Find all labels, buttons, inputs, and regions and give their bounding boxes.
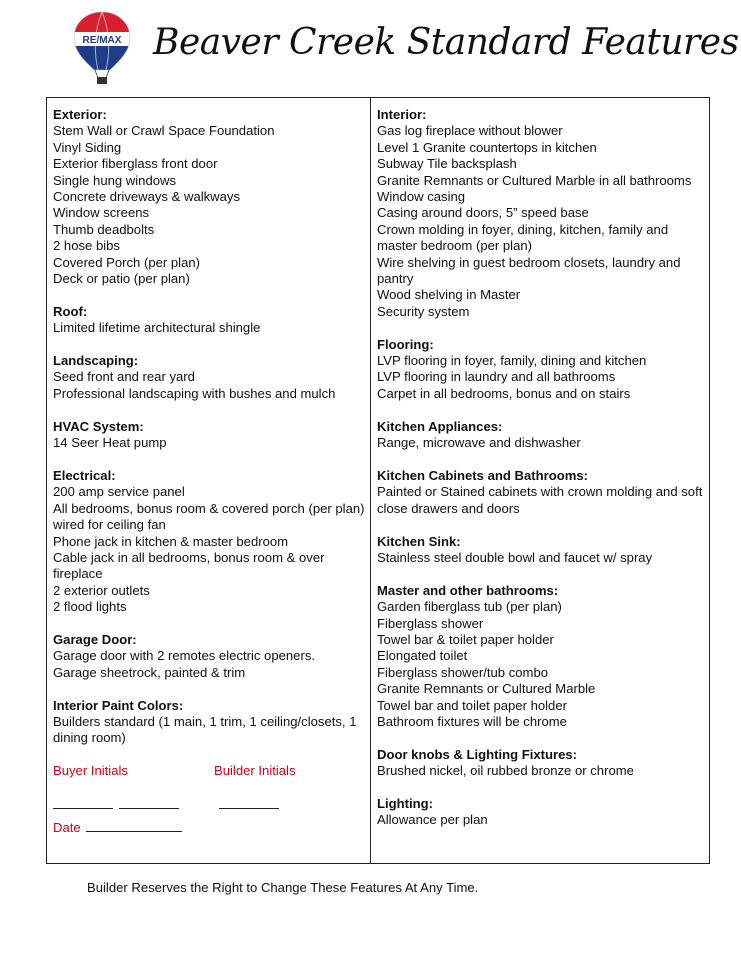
- section-heading: Exterior:: [53, 107, 107, 122]
- feature-line: Stem Wall or Crawl Space Foundation: [53, 123, 275, 139]
- feature-line: Garage sheetrock, painted & trim: [53, 664, 246, 680]
- initials-lines: [53, 796, 365, 812]
- feature-line: Crown molding in foyer, dining, kitchen, family and master bedroom (per plan): [377, 221, 669, 254]
- feature-line: 2 flood lights: [53, 599, 127, 615]
- section-heading: Kitchen Cabinets and Bathrooms:: [377, 467, 588, 483]
- feature-line: Concrete driveways & walkways: [53, 189, 241, 205]
- section-interior-paint-colors: [53, 698, 365, 747]
- section-landscaping: [53, 353, 365, 402]
- feature-line: Painted or Stained cabinets with crown molding and soft close drawers and doors: [377, 484, 703, 516]
- left-column: [53, 107, 365, 837]
- logo-brand-text: RE/MAX: [82, 35, 122, 46]
- section-heading: Interior Paint Colors:: [53, 697, 184, 713]
- feature-line: Brushed nickel, oil rubbed bronze or chrome: [377, 763, 634, 779]
- feature-line: Allowance per plan: [377, 812, 488, 828]
- feature-line: Cable jack in all bedrooms, bonus room & over fireplace: [53, 549, 325, 582]
- section-hvac-system: [53, 419, 365, 452]
- feature-line: 2 exterior outlets: [53, 582, 150, 598]
- section-kitchen-sink: [377, 534, 703, 567]
- feature-line: Granite Remnants or Cultured Marble: [377, 681, 596, 697]
- feature-line: Seed front and rear yard: [53, 369, 195, 385]
- feature-line: Wire shelving in guest bedroom closets, laundry and pantry: [377, 254, 681, 287]
- initials-labels: [53, 763, 365, 779]
- section-heading: Lighting:: [377, 795, 433, 811]
- feature-line: Phone jack in kitchen & master bedroom: [53, 533, 289, 549]
- section-exterior: [53, 107, 365, 287]
- section-master-and-other-bathrooms: [377, 583, 703, 731]
- feature-line: Builders standard (1 main, 1 trim, 1 ceiling/closets, 1 dining room): [53, 713, 357, 746]
- feature-line: Exterior fiberglass front door: [53, 156, 218, 172]
- feature-line: 14 Seer Heat pump: [53, 435, 167, 451]
- feature-line: LVP flooring in foyer, family, dining and kitchen: [377, 353, 647, 369]
- section-heading: Roof:: [53, 303, 88, 319]
- section-kitchen-appliances: [377, 419, 703, 452]
- feature-line: Window casing: [377, 189, 466, 205]
- feature-line: Fiberglass shower/tub combo: [377, 664, 549, 680]
- feature-line: Carpet in all bedrooms, bonus and on stairs: [377, 385, 631, 401]
- feature-line: Garage door with 2 remotes electric openers.: [53, 648, 316, 664]
- section-heading: HVAC System:: [53, 418, 144, 434]
- section-heading: Interior:: [377, 107, 427, 122]
- section-heading: Door knobs & Lighting Fixtures:: [377, 746, 578, 762]
- section-heading: Flooring:: [377, 336, 434, 352]
- section-kitchen-cabinets-and-bathrooms: [377, 468, 703, 517]
- feature-line: Towel bar and toilet paper holder: [377, 697, 567, 713]
- buyer-initial-line-2[interactable]: [119, 808, 179, 809]
- feature-line: Single hung windows: [53, 172, 177, 188]
- feature-line: LVP flooring in laundry and all bathrooms: [377, 369, 616, 385]
- feature-line: Fiberglass shower: [377, 615, 484, 631]
- feature-line: Thumb deadbolts: [53, 221, 155, 237]
- remax-balloon-logo: [72, 10, 132, 86]
- feature-line: Covered Porch (per plan): [53, 254, 201, 270]
- feature-line: 2 hose bibs: [53, 238, 120, 254]
- feature-line: Wood shelving in Master: [377, 287, 521, 303]
- section-door-knobs-lighting-fixtures: [377, 747, 703, 780]
- section-electrical: [53, 468, 365, 616]
- feature-line: Range, microwave and dishwasher: [377, 435, 581, 451]
- section-heading: Kitchen Sink:: [377, 533, 461, 549]
- section-garage-door: [53, 632, 365, 681]
- section-interior: [377, 107, 703, 320]
- feature-line: 200 amp service panel: [53, 484, 185, 500]
- feature-line: Level 1 Granite countertops in kitchen: [377, 139, 597, 155]
- feature-line: Towel bar & toilet paper holder: [377, 631, 554, 647]
- feature-line: Deck or patio (per plan): [53, 271, 190, 287]
- section-lighting: [377, 796, 703, 829]
- feature-line: Garden fiberglass tub (per plan): [377, 599, 562, 615]
- right-column: [377, 107, 703, 845]
- feature-line: All bedrooms, bonus room & covered porch (per plan) wired for ceiling fan: [53, 500, 365, 533]
- feature-line: Elongated toilet: [377, 648, 468, 664]
- feature-line: Security system: [377, 303, 470, 319]
- section-flooring: [377, 337, 703, 403]
- feature-line: Subway Tile backsplash: [377, 156, 517, 172]
- buyer-initials-label: Buyer Initials: [53, 763, 128, 779]
- date-line[interactable]: [86, 831, 182, 832]
- feature-line: Limited lifetime architectural shingle: [53, 320, 261, 336]
- column-divider: [370, 97, 371, 864]
- section-heading: Electrical:: [53, 467, 116, 483]
- section-heading: Landscaping:: [53, 353, 139, 369]
- footer-note: Builder Reserves the Right to Change These Features At Any Time.: [87, 880, 479, 895]
- date-row: [53, 820, 365, 836]
- feature-line: Window screens: [53, 205, 150, 221]
- builder-initials-label: Builder Initials: [214, 763, 296, 779]
- feature-line: Stainless steel double bowl and faucet w/ spray: [377, 549, 653, 565]
- feature-line: Casing around doors, 5” speed base: [377, 205, 589, 221]
- section-heading: Garage Door:: [53, 631, 137, 647]
- feature-line: Bathroom fixtures will be chrome: [377, 713, 567, 729]
- feature-line: Granite Remnants or Cultured Marble in all bathrooms: [377, 172, 692, 188]
- section-heading: Master and other bathrooms:: [377, 582, 559, 598]
- feature-line: Professional landscaping with bushes and mulch: [53, 385, 336, 401]
- page-title: Beaver Creek Standard Features: [153, 22, 739, 63]
- date-label: Date: [53, 820, 81, 836]
- section-roof: [53, 304, 365, 337]
- section-heading: Kitchen Appliances:: [377, 418, 503, 434]
- feature-line: Gas log fireplace without blower: [377, 123, 563, 139]
- builder-initial-line[interactable]: [219, 808, 279, 809]
- buyer-initial-line-1[interactable]: [53, 808, 113, 809]
- feature-line: Vinyl Siding: [53, 139, 122, 155]
